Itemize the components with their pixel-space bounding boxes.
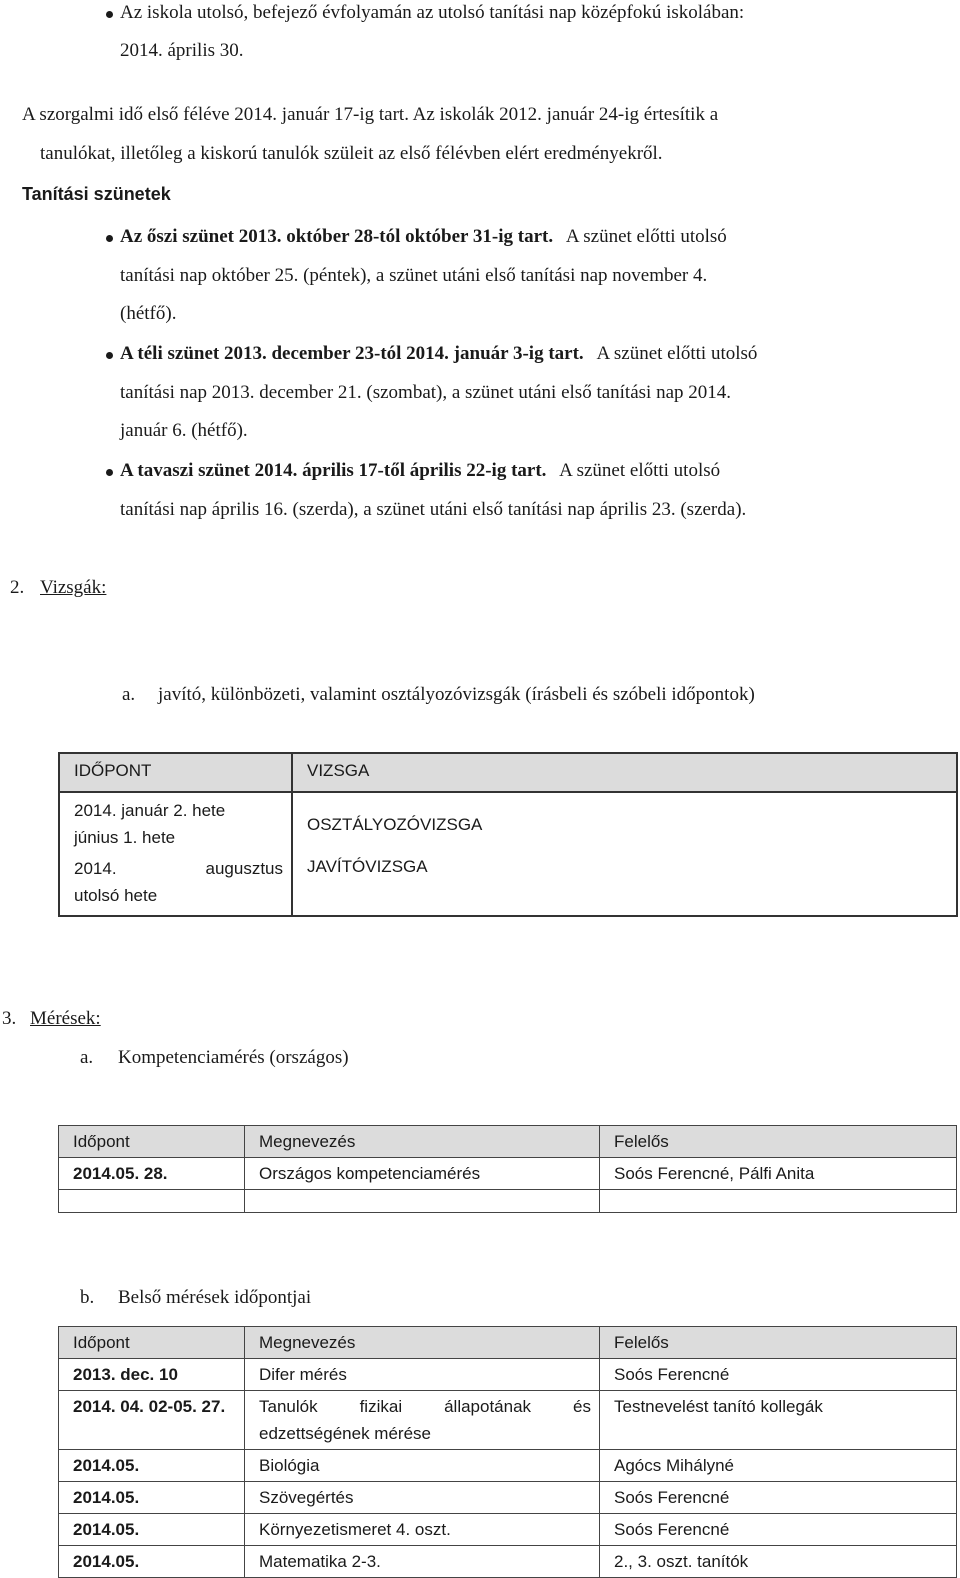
internal-header-date: Időpont: [59, 1327, 245, 1359]
break-item-autumn-line3: (hétfő).: [120, 303, 177, 324]
break-item-autumn-rest: A szünet előtti utolsó: [565, 226, 727, 247]
intro-paragraph-line1: A szorgalmi idő első féléve 2014. január 17-ig tart. Az iskolák 2012. január 24-ig értesítik a: [22, 104, 719, 125]
national-row1-responsible: Soós Ferencné, Pálfi Anita: [600, 1158, 957, 1190]
exams-row2-date: [59, 853, 292, 916]
national-header-responsible: Felelős: [600, 1126, 957, 1158]
exams-row2-date1-a: 2014.: [74, 859, 117, 878]
table-row: [59, 1482, 957, 1514]
exams-header-date: IDŐPONT: [59, 753, 292, 792]
internal-row2-name: Tanulók fizikai állapotának és edzettségének mérése: [245, 1391, 600, 1450]
national-header-date: Időpont: [59, 1126, 245, 1158]
break-item-winter-bold: A téli szünet 2013. december 23-tól 2014. január 3-ig tart.: [120, 343, 584, 364]
measures-heading: Mérések:: [30, 1008, 101, 1029]
measures-internal-title: Belső mérések időpontjai: [118, 1287, 312, 1308]
internal-row5-date: 2014.05.: [59, 1514, 245, 1546]
national-row2-responsible: [600, 1190, 957, 1213]
internal-row3-date: 2014.05.: [59, 1450, 245, 1482]
measures-number: 3.: [2, 1008, 17, 1029]
exams-heading: Vizsgák:: [40, 577, 107, 598]
intro-bullet-line1: Az iskola utolsó, befejező évfolyamán az utolsó tanítási nap középfokú iskolában:: [120, 2, 745, 23]
exams-row2-date2: utolsó hete: [74, 886, 158, 905]
national-header-name: Megnevezés: [245, 1126, 600, 1158]
exams-row2-date1: [74, 855, 283, 882]
measures-internal-sub: b.: [80, 1287, 95, 1308]
exams-number: 2.: [10, 577, 25, 598]
national-measure-table: [58, 1125, 957, 1213]
internal-row4-date: 2014.05.: [59, 1482, 245, 1514]
internal-measure-table: [58, 1326, 957, 1578]
break-item-autumn: [120, 226, 727, 248]
break-item-spring-rest: A szünet előtti utolsó: [559, 460, 721, 481]
internal-row4-name: Szövegértés: [245, 1482, 600, 1514]
table-row: [59, 1158, 957, 1190]
break-item-winter-line3: január 6. (hétfő).: [120, 420, 248, 441]
exams-row2-exam: JAVÍTÓVIZSGA: [292, 853, 957, 916]
measures-national-title: Kompetenciamérés (országos): [118, 1047, 349, 1068]
intro-paragraph-line2: tanulókat, illetőleg a kiskorú tanulók szüleit az első félévben elért eredményekről.: [40, 143, 663, 164]
internal-row1-date: 2013. dec. 10: [59, 1359, 245, 1391]
break-item-winter: [120, 343, 757, 365]
exams-header-exam: VIZSGA: [292, 753, 957, 792]
internal-row6-responsible: 2., 3. oszt. tanítók: [600, 1546, 957, 1578]
table-row: [59, 1450, 957, 1482]
table-row: [59, 1359, 957, 1391]
break-item-winter-rest: A szünet előtti utolsó: [596, 343, 758, 364]
internal-row5-name: Környezetismeret 4. oszt.: [245, 1514, 600, 1546]
table-row: [59, 1190, 957, 1213]
break-item-winter-line2: tanítási nap 2013. december 21. (szombat), a szünet utáni első tanítási nap 2014.: [120, 382, 731, 403]
internal-row1-responsible: Soós Ferencné: [600, 1359, 957, 1391]
break-item-autumn-bold: Az őszi szünet 2013. október 28-tól október 31-ig tart.: [120, 226, 554, 247]
measures-national-sub: a.: [80, 1047, 94, 1068]
intro-bullet-line2: 2014. április 30.: [120, 40, 244, 61]
internal-row3-name: Biológia: [245, 1450, 600, 1482]
break-item-spring-line2: tanítási nap április 16. (szerda), a szünet utáni első tanítási nap április 23. (szerda).: [120, 499, 747, 520]
national-row1-name: Országos kompetenciamérés: [245, 1158, 600, 1190]
internal-row4-responsible: Soós Ferencné: [600, 1482, 957, 1514]
exams-row2-date1-b: augusztus: [205, 859, 283, 878]
exams-sub-text: javító, különbözeti, valamint osztályozóvizsgák (írásbeli és szóbeli időpontok): [158, 684, 755, 705]
internal-header-responsible: Felelős: [600, 1327, 957, 1359]
exams-row1-date2: június 1. hete: [74, 828, 176, 847]
internal-row6-date: 2014.05.: [59, 1546, 245, 1578]
national-row2-date: [59, 1190, 245, 1213]
internal-header-name: Megnevezés: [245, 1327, 600, 1359]
table-row: [59, 1391, 957, 1450]
exams-table: [58, 752, 958, 917]
national-row2-name: [245, 1190, 600, 1213]
table-row: [59, 1546, 957, 1578]
internal-row2-date: 2014. 04. 02-05. 27.: [59, 1391, 245, 1450]
internal-row1-name: Difer mérés: [245, 1359, 600, 1391]
table-row: [59, 1514, 957, 1546]
internal-row2-responsible: Testnevelést tanító kollegák: [600, 1391, 957, 1450]
national-row1-date: 2014.05. 28.: [59, 1158, 245, 1190]
break-item-spring-bold: A tavaszi szünet 2014. április 17-től április 22-ig tart.: [120, 460, 547, 481]
internal-row5-responsible: Soós Ferencné: [600, 1514, 957, 1546]
break-item-spring: [120, 460, 720, 482]
internal-row3-responsible: Agócs Mihályné: [600, 1450, 957, 1482]
exams-row1-date1: 2014. január 2. hete: [74, 801, 226, 820]
breaks-heading: Tanítási szünetek: [22, 184, 171, 204]
exams-row1-exam: OSZTÁLYOZÓVIZSGA: [292, 792, 957, 853]
break-item-autumn-line2: tanítási nap október 25. (péntek), a szünet utáni első tanítási nap november 4.: [120, 265, 708, 286]
exams-sub-letter: a.: [122, 684, 136, 705]
exams-row-date: [59, 792, 292, 853]
internal-row6-name: Matematika 2-3.: [245, 1546, 600, 1578]
